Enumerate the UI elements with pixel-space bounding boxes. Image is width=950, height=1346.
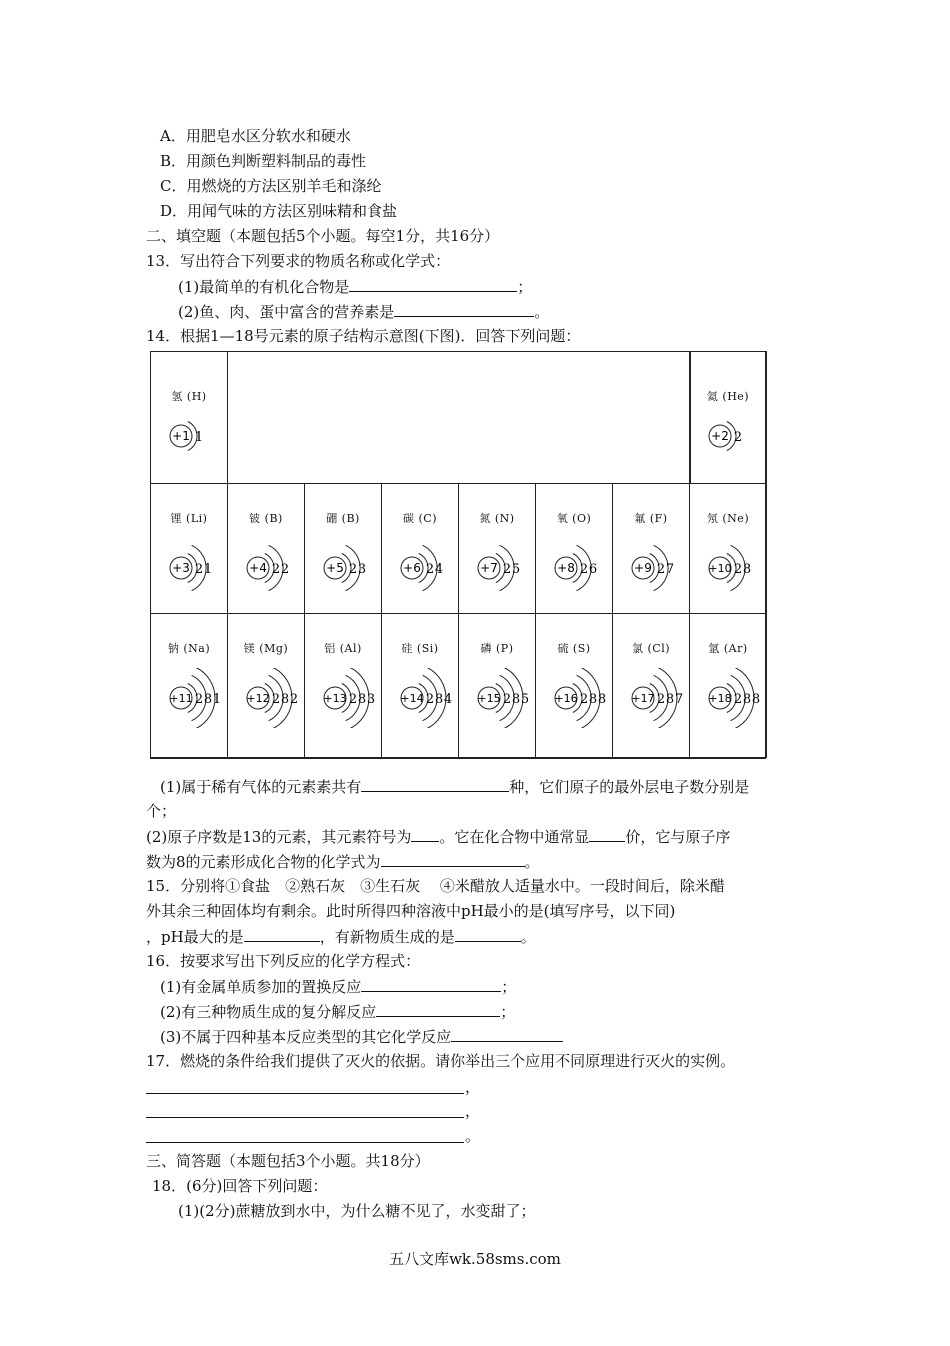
q13-part2: [178, 301, 549, 322]
q15-line2: 外其余三种固体均有剩余。此时所得四种溶液中pH最小的是(填写序号，以下同): [146, 902, 676, 920]
q14-part1-a: (1)属于稀有气体的元素素共有: [160, 778, 362, 796]
nucleus-charge: +11: [169, 692, 193, 705]
q16-part1-text: (1)有金属单质参加的置换反应: [160, 978, 362, 996]
element-cell: [458, 613, 536, 758]
q14-part2-e: 。: [524, 853, 540, 871]
electron-count: 2: [194, 562, 204, 577]
q17-answer-line-3[interactable]: [146, 1142, 464, 1143]
element-name: 氟 (F): [634, 512, 668, 525]
nucleus-charge: +6: [403, 561, 421, 575]
electron-count: 2: [348, 562, 358, 577]
q15-line3-b: ，有新物质生成的是: [319, 928, 455, 946]
q16-part3: [160, 1026, 563, 1047]
q12-option-b: B．用颜色判断塑料制品的毒性: [160, 152, 367, 170]
element-cell: [304, 483, 382, 614]
q14-blank3[interactable]: [589, 826, 625, 842]
q12-option-a: A．用肥皂水区分软水和硬水: [160, 127, 351, 145]
q14-part1-b: 种，它们原子的最外层电子数分别是: [509, 778, 750, 796]
atom-structure-diagram: [390, 668, 460, 728]
element-cell: [381, 483, 459, 614]
nucleus-charge: +16: [554, 692, 578, 705]
element-name: 锂 (Li): [170, 512, 208, 525]
q16-part2-text: (2)有三种物质生成的复分解反应: [160, 1003, 377, 1021]
electron-count: 3: [366, 692, 376, 707]
q14-part2-a: (2)原子序数是13的元素，其元素符号为: [146, 828, 412, 846]
nucleus-charge: +1: [172, 429, 190, 443]
atom-structure-diagram: [621, 668, 691, 728]
q14-blank1[interactable]: [361, 776, 509, 792]
electron-count: 5: [511, 562, 521, 577]
element-name: 钠 (Na): [167, 642, 211, 655]
element-name: 镁 (Mg): [243, 642, 289, 655]
electron-count: 5: [520, 692, 530, 707]
q14-part2-d: 数为8的元素形成化合物的化学式为: [146, 853, 381, 871]
electron-count: 8: [434, 692, 444, 707]
footer-watermark: 五八文库wk.58sms.com: [389, 1250, 561, 1268]
electron-count: 2: [579, 692, 589, 707]
q14-part2-b: 。它在化合物中通常显: [439, 828, 590, 846]
q16-stem: 16．按要求写出下列反应的化学方程式：: [146, 952, 421, 970]
section2-title: 二、填空题（本题包括5个小题。每空1分，共16分）: [146, 227, 500, 245]
electron-count: 8: [203, 692, 213, 707]
q14-part2-line2: [146, 851, 540, 872]
electron-count: 3: [357, 562, 367, 577]
atom-structure-diagram: [390, 538, 460, 598]
electron-count: 8: [665, 692, 675, 707]
electron-count: 7: [665, 562, 675, 577]
element-name: 硫 (S): [557, 642, 591, 655]
element-name: 氩 (Ar): [708, 642, 748, 655]
nucleus-charge: +7: [480, 561, 498, 575]
atom-structure-diagram: [698, 406, 768, 466]
electron-count: 4: [443, 692, 453, 707]
section3-title: 三、简答题（本题包括3个小题。共18分）: [146, 1152, 430, 1170]
element-name: 氯 (Cl): [631, 642, 670, 655]
electron-count: 8: [511, 692, 521, 707]
nucleus-charge: +18: [708, 692, 732, 705]
q14-blank4[interactable]: [381, 851, 525, 867]
q16-part3-text: (3)不属于四种基本反应类型的其它化学反应: [160, 1028, 452, 1046]
q17-sep3: 。: [465, 1127, 481, 1145]
q14-part2-c: 价，它与原子序: [625, 828, 731, 846]
q15-line3-a: ，pH最大的是: [146, 928, 244, 946]
q16-part1: [160, 976, 516, 997]
element-cell: [612, 483, 690, 614]
electron-count: 2: [289, 692, 299, 707]
q17-sep1: ，: [465, 1078, 481, 1096]
element-cell: [227, 613, 305, 758]
nucleus-charge: +8: [557, 561, 575, 575]
atom-structure-diagram: [621, 538, 691, 598]
nucleus-charge: +9: [634, 561, 652, 575]
q18-part1: (1)(2分)蔗糖放到水中，为什么糖不见了，水变甜了；: [178, 1202, 536, 1220]
element-name: 硼 (B): [326, 512, 360, 525]
q13-part1-end: ；: [517, 278, 533, 296]
atom-structure-diagram: [236, 538, 306, 598]
atom-structure-diagram: [544, 668, 614, 728]
nucleus-charge: +2: [711, 429, 729, 443]
element-cell: [689, 613, 767, 758]
q15-blank2[interactable]: [455, 926, 521, 942]
nucleus-charge: +4: [249, 561, 267, 575]
atom-structure-diagram: [159, 668, 229, 728]
element-cell: [535, 613, 613, 758]
electron-count: 2: [502, 562, 512, 577]
q15-line3: [146, 926, 536, 947]
periodic-table-empty-box: [227, 351, 691, 484]
q13-part2-end: 。: [534, 303, 550, 321]
nucleus-charge: +10: [708, 562, 732, 575]
electron-count: 1: [203, 562, 213, 577]
q17-stem: 17．燃烧的条件给我们提供了灭火的依据。请你举出三个应用不同原理进行灭火的实例。: [146, 1052, 736, 1070]
nucleus-charge: +15: [477, 692, 501, 705]
atom-structure-diagram: [467, 538, 537, 598]
q17-answer-line-1[interactable]: [146, 1093, 464, 1094]
element-name: 磷 (P): [480, 642, 514, 655]
electron-count: 2: [656, 692, 666, 707]
electron-count: 8: [280, 692, 290, 707]
q17-sep2: ，: [465, 1102, 481, 1120]
q13-part2-text: (2)鱼、肉、蛋中富含的营养素是: [178, 303, 395, 321]
electron-count: 2: [733, 562, 743, 577]
electron-count: 2: [348, 692, 358, 707]
electron-count: 8: [357, 692, 367, 707]
element-name: 碳 (C): [403, 512, 437, 525]
q14-stem: 14．根据1—18号元素的原子结构示意图(下图)．回答下列问题：: [146, 327, 581, 345]
element-name: 氖 (Ne): [706, 512, 750, 525]
electron-count: 1: [212, 692, 222, 707]
atom-structure-diagram: [159, 406, 229, 466]
nucleus-charge: +17: [631, 692, 655, 705]
element-cell: [535, 483, 613, 614]
q16-part2: [160, 1001, 515, 1022]
electron-count: 4: [434, 562, 444, 577]
q16-blank3[interactable]: [451, 1026, 563, 1042]
element-name: 氢 (H): [171, 390, 207, 403]
q14-part1-line1: [160, 776, 749, 797]
element-name: 氧 (O): [556, 512, 592, 525]
electron-count: 2: [271, 692, 281, 707]
electron-count: 8: [751, 692, 761, 707]
element-cell: [304, 613, 382, 758]
element-cell: [227, 483, 305, 614]
electron-count: 2: [656, 562, 666, 577]
electron-count: 2: [425, 692, 435, 707]
atom-structure-diagram: [236, 668, 306, 728]
q12-option-d: D．用闻气味的方法区别味精和食盐: [160, 202, 398, 220]
element-cell: [689, 351, 767, 484]
q18-stem: 18．(6分)回答下列问题：: [152, 1177, 328, 1195]
element-cell: [612, 613, 690, 758]
element-cell: [458, 483, 536, 614]
electron-count: 6: [588, 562, 598, 577]
element-name: 氮 (N): [479, 512, 515, 525]
q15-line3-c: 。: [520, 928, 536, 946]
element-cell: [381, 613, 459, 758]
electron-count: 2: [579, 562, 589, 577]
electron-count: 2: [733, 692, 743, 707]
q14-part2-line1: [146, 826, 730, 847]
element-name: 铝 (Al): [324, 642, 362, 655]
q13-blank2[interactable]: [394, 301, 534, 317]
q14-blank2[interactable]: [411, 826, 439, 842]
electron-count: 2: [425, 562, 435, 577]
element-name: 氦 (He): [706, 390, 750, 403]
element-name: 硅 (Si): [401, 642, 439, 655]
atom-structure-diagram: [313, 538, 383, 598]
q17-answer-line-2[interactable]: [146, 1117, 464, 1118]
electron-count: 8: [742, 692, 752, 707]
q16-part1-end: ；: [501, 978, 517, 996]
electron-count: 2: [194, 692, 204, 707]
q15-line1: 15．分别将①食盐 ②熟石灰 ③生石灰 ④米醋放人适量水中。一段时间后，除米醋: [146, 877, 725, 895]
atom-structure-diagram: [159, 538, 229, 598]
element-cell: [150, 613, 228, 758]
electron-count: 2: [502, 692, 512, 707]
atom-structure-diagram: [698, 538, 768, 598]
q13-part1: [178, 276, 532, 297]
electron-count: 8: [597, 692, 607, 707]
electron-count: 7: [674, 692, 684, 707]
nucleus-charge: +14: [400, 692, 424, 705]
element-cell: [689, 483, 767, 614]
electron-count: 2: [280, 562, 290, 577]
electron-count: 8: [588, 692, 598, 707]
atom-structure-diagram: [698, 668, 768, 728]
electron-count: 2: [271, 562, 281, 577]
electron-count: 8: [742, 562, 752, 577]
q16-part2-end: ；: [500, 1003, 516, 1021]
element-cell: [150, 483, 228, 614]
nucleus-charge: +5: [326, 561, 344, 575]
q15-blank1[interactable]: [244, 926, 320, 942]
q16-blank1[interactable]: [361, 976, 501, 992]
q13-part1-text: (1)最简单的有机化合物是: [178, 278, 350, 296]
q13-stem: 13．写出符合下列要求的物质名称或化学式：: [146, 252, 451, 270]
nucleus-charge: +3: [172, 561, 190, 575]
q12-option-c: C．用燃烧的方法区别羊毛和涤纶: [160, 177, 382, 195]
periodic-table-diagram: [150, 351, 766, 759]
element-name: 铍 (B): [249, 512, 283, 525]
electron-count: 2: [733, 430, 743, 445]
q14-part1-c: 个；: [146, 802, 177, 820]
electron-count: 1: [194, 430, 204, 445]
q13-blank1[interactable]: [349, 276, 517, 292]
nucleus-charge: +13: [323, 692, 347, 705]
element-cell: [150, 351, 228, 484]
atom-structure-diagram: [544, 538, 614, 598]
q16-blank2[interactable]: [376, 1001, 500, 1017]
atom-structure-diagram: [467, 668, 537, 728]
nucleus-charge: +12: [246, 692, 270, 705]
atom-structure-diagram: [313, 668, 383, 728]
